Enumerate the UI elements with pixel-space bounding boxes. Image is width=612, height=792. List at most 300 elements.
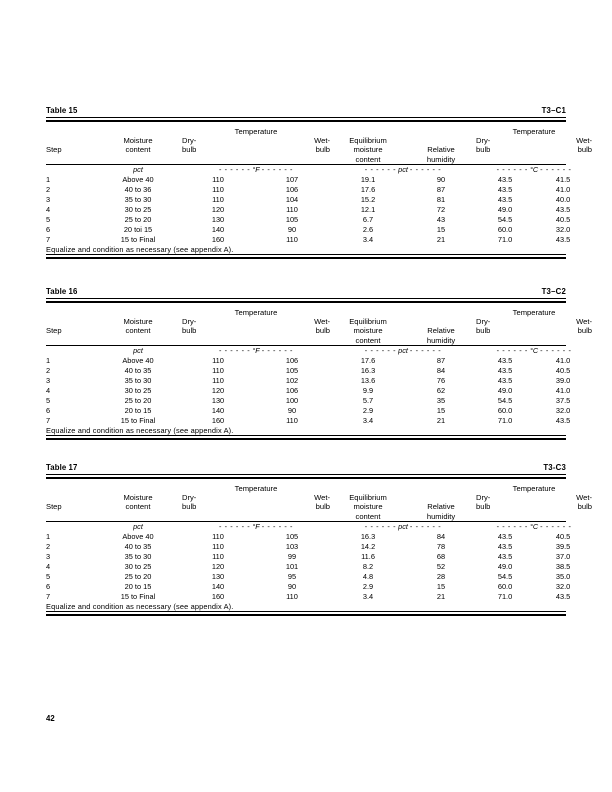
table-header — [46, 479, 592, 522]
cell-relative-humidity: 72 — [436, 204, 446, 214]
cell-dry-bulb-f: 110 — [212, 194, 224, 204]
group-header-row — [46, 308, 592, 317]
units-dash-right-f: - - - - - - — [261, 522, 294, 532]
cell-dry-bulb-c: 43.5 — [497, 531, 513, 541]
cell-relative-humidity: 78 — [436, 541, 446, 551]
cell-dry-bulb-c: 43.5 — [497, 194, 513, 204]
header-db-c-blank — [476, 512, 534, 521]
cell-equilibrium-moisture-content: 17.6 — [360, 355, 376, 365]
cell-equilibrium-moisture-content: 2.9 — [362, 405, 374, 415]
cell-moisture-content: 20 to 15 — [124, 581, 152, 591]
column-header-row-3 — [46, 512, 592, 521]
table-row — [46, 366, 592, 376]
header-step-blank-2 — [46, 336, 94, 345]
cell-moisture-content: 40 to 36 — [124, 184, 152, 194]
cell-relative-humidity: 62 — [436, 385, 446, 395]
units-pct — [330, 165, 476, 174]
header-relative-humidity-line2: humidity — [426, 511, 456, 521]
header-wb-c-blank — [534, 336, 592, 345]
table-footnote: Equalize and condition as necessary (see appendix A). — [46, 244, 234, 254]
cell-equilibrium-moisture-content: 4.8 — [362, 571, 374, 581]
cell-dry-bulb-f: 110 — [212, 184, 224, 194]
units-dash-left-c: - - - - - - — [496, 165, 528, 175]
cell-relative-humidity: 35 — [436, 395, 446, 405]
cell-step: 5 — [46, 571, 51, 581]
cell-relative-humidity: 28 — [436, 571, 446, 581]
header-emc-line3: content — [355, 154, 381, 164]
cell-dry-bulb-f: 130 — [211, 395, 225, 405]
cell-wet-bulb-c: 41.0 — [555, 355, 571, 365]
cell-equilibrium-moisture-content: 16.3 — [360, 365, 376, 375]
units-dash-right-f: - - - - - - — [261, 165, 294, 175]
cell-dry-bulb-f: 110 — [212, 531, 224, 541]
cell-wet-bulb-c: 40.5 — [555, 531, 571, 541]
column-header-row-1 — [46, 136, 592, 145]
units-dash-right-f: - - - - - - — [261, 346, 294, 356]
cell-dry-bulb-c: 43.5 — [497, 355, 513, 365]
cell-moisture-content: 40 to 35 — [124, 365, 152, 375]
cell-wet-bulb-c: 40.0 — [555, 194, 571, 204]
header-wet-bulb-f-line1: Wet- — [314, 316, 330, 326]
cell-equilibrium-moisture-content: 3.4 — [362, 415, 374, 425]
header-step-blank-2 — [46, 155, 94, 164]
cell-moisture-content: 30 to 25 — [124, 204, 152, 214]
cell-step: 1 — [46, 531, 51, 541]
cell-dry-bulb-c: 43.5 — [497, 541, 513, 551]
header-db-c-blank — [476, 155, 534, 164]
table-block-15 — [46, 106, 592, 259]
group-header-temperature-f: Temperature — [234, 126, 278, 136]
cell-step: 7 — [46, 591, 51, 601]
header-relative-humidity-line1: Relative — [427, 326, 455, 336]
cell-equilibrium-moisture-content: 11.6 — [361, 551, 375, 561]
cell-wet-bulb-f: 99 — [287, 551, 297, 561]
header-dry-bulb-c-line1: Dry- — [476, 316, 491, 326]
header-mc-blank — [94, 512, 182, 521]
units-dash-left-f: - - - - - - — [218, 165, 251, 175]
units-row — [46, 165, 592, 174]
cell-wet-bulb-f: 103 — [285, 541, 299, 551]
units-label-fahrenheit: °F — [252, 346, 260, 356]
header-relative-humidity-line2: humidity — [426, 154, 456, 164]
table-block-17 — [46, 463, 592, 616]
cell-moisture-content: Above 40 — [122, 531, 154, 541]
table-caption-row — [46, 463, 566, 474]
cell-moisture-content: 15 to Final — [120, 415, 156, 425]
cell-wet-bulb-c: 38.5 — [555, 561, 571, 571]
cell-dry-bulb-c: 43.5 — [497, 174, 513, 184]
header-emc-line2: moisture — [353, 326, 383, 336]
header-dry-bulb-f-line1: Dry- — [182, 135, 197, 145]
cell-relative-humidity: 21 — [436, 415, 446, 425]
units-celsius — [476, 165, 592, 174]
cell-equilibrium-moisture-content: 2.9 — [362, 581, 374, 591]
units-row — [46, 522, 592, 531]
header-relative-humidity-line2: humidity — [426, 335, 456, 345]
cell-step: 7 — [46, 234, 51, 244]
table-row — [46, 416, 592, 426]
cell-wet-bulb-f: 90 — [287, 581, 297, 591]
header-moisture-content-line2: content — [125, 502, 151, 512]
units-dash-right-pct: - - - - - - — [409, 165, 442, 175]
cell-dry-bulb-f: 130 — [211, 571, 225, 581]
header-dry-bulb-c-line2: bulb — [476, 326, 491, 336]
cell-equilibrium-moisture-content: 13.6 — [360, 375, 376, 385]
rule-bottom-thick — [46, 614, 566, 616]
cell-dry-bulb-f: 110 — [212, 174, 224, 184]
header-dry-bulb-f-line2: bulb — [182, 145, 197, 155]
header-wet-bulb-c-line2: bulb — [577, 502, 592, 512]
header-moisture-content-line2: content — [125, 145, 151, 155]
cell-wet-bulb-c: 32.0 — [555, 405, 571, 415]
header-wet-bulb-f-line1: Wet- — [314, 135, 330, 145]
units-moisture-content: pct — [133, 165, 143, 175]
group-blank-rh — [406, 127, 476, 136]
header-rh-blank — [406, 493, 476, 502]
footnote-row — [46, 602, 592, 611]
units-dash-right-c: - - - - - - — [540, 165, 572, 175]
cell-moisture-content: 25 to 20 — [124, 214, 152, 224]
cell-equilibrium-moisture-content: 8.2 — [362, 561, 374, 571]
drying-schedule-table — [46, 303, 592, 346]
cell-step: 5 — [46, 395, 51, 405]
drying-schedule-table — [46, 479, 592, 522]
cell-step: 1 — [46, 174, 51, 184]
cell-step: 6 — [46, 405, 51, 415]
rule-bottom-thick — [46, 438, 566, 440]
cell-equilibrium-moisture-content: 16.3 — [360, 531, 376, 541]
cell-equilibrium-moisture-content: 2.6 — [362, 224, 374, 234]
header-emc-line2: moisture — [353, 145, 383, 155]
units-label-pct: pct — [398, 165, 408, 175]
header-db-c-blank — [476, 336, 534, 345]
drying-schedule-body — [46, 522, 592, 611]
units-pct — [330, 522, 476, 531]
header-wb-f-blank — [254, 336, 330, 345]
header-emc-line1: Equilibrium — [349, 316, 387, 326]
header-relative-humidity-line1: Relative — [427, 145, 455, 155]
cell-moisture-content: 25 to 20 — [124, 571, 152, 581]
cell-step: 6 — [46, 581, 51, 591]
header-dry-bulb-f-line1: Dry- — [182, 316, 197, 326]
table-row — [46, 552, 592, 562]
cell-dry-bulb-c: 49.0 — [497, 561, 513, 571]
header-emc-line2: moisture — [353, 502, 383, 512]
cell-dry-bulb-c: 43.5 — [497, 184, 513, 194]
group-blank-mc — [94, 308, 182, 317]
cell-wet-bulb-c: 41.0 — [555, 385, 571, 395]
table-header — [46, 122, 592, 165]
header-emc-line3: content — [355, 335, 381, 345]
header-dry-bulb-f-line1: Dry- — [182, 492, 197, 502]
cell-moisture-content: 20 to 15 — [124, 405, 152, 415]
cell-wet-bulb-f: 105 — [285, 365, 299, 375]
group-header-temperature-f: Temperature — [234, 307, 278, 317]
table-row — [46, 572, 592, 582]
cell-relative-humidity: 81 — [436, 194, 446, 204]
cell-equilibrium-moisture-content: 12.1 — [360, 204, 376, 214]
header-dry-bulb-c-line1: Dry- — [476, 492, 491, 502]
cell-moisture-content: 35 to 30 — [124, 375, 152, 385]
table-body — [46, 346, 592, 435]
cell-wet-bulb-c: 43.5 — [555, 234, 571, 244]
cell-dry-bulb-f: 160 — [211, 591, 225, 601]
header-emc-line1: Equilibrium — [349, 492, 387, 502]
table-block-16 — [46, 287, 592, 440]
group-blank-step — [46, 308, 94, 317]
cell-wet-bulb-f: 105 — [285, 531, 299, 541]
table-title: Table 15 — [46, 106, 78, 115]
table-row — [46, 562, 592, 572]
cell-dry-bulb-f: 160 — [211, 234, 225, 244]
table-row — [46, 386, 592, 396]
table-row — [46, 396, 592, 406]
cell-wet-bulb-f: 106 — [285, 184, 299, 194]
cell-wet-bulb-c: 39.5 — [555, 541, 571, 551]
group-blank-mc — [94, 484, 182, 493]
table-code: T3-C3 — [543, 463, 566, 472]
cell-equilibrium-moisture-content: 19.1 — [360, 174, 376, 184]
cell-dry-bulb-f: 140 — [211, 224, 225, 234]
cell-relative-humidity: 52 — [436, 561, 446, 571]
cell-moisture-content: Above 40 — [122, 174, 154, 184]
cell-equilibrium-moisture-content: 5.7 — [362, 395, 374, 405]
units-dash-right-pct: - - - - - - — [409, 346, 442, 356]
cell-moisture-content: Above 40 — [122, 355, 154, 365]
cell-moisture-content: 15 to Final — [120, 234, 156, 244]
header-relative-humidity-line1: Relative — [427, 502, 455, 512]
cell-step: 6 — [46, 224, 51, 234]
units-dash-left-f: - - - - - - — [218, 346, 251, 356]
header-step-blank — [46, 493, 94, 502]
header-step-blank — [46, 317, 94, 326]
cell-moisture-content: 25 to 20 — [124, 395, 152, 405]
header-db-f-blank — [182, 336, 254, 345]
cell-dry-bulb-f: 110 — [212, 375, 224, 385]
header-step-blank — [46, 136, 94, 145]
table-row — [46, 376, 592, 386]
cell-step: 2 — [46, 184, 51, 194]
cell-step: 7 — [46, 415, 51, 425]
cell-relative-humidity: 87 — [436, 184, 446, 194]
cell-wet-bulb-c: 43.5 — [555, 591, 571, 601]
cell-step: 2 — [46, 365, 51, 375]
group-header-temperature-f: Temperature — [234, 483, 278, 493]
units-label-fahrenheit: °F — [252, 165, 260, 175]
units-dash-left-pct: - - - - - - — [364, 522, 397, 532]
cell-dry-bulb-c: 54.5 — [497, 214, 513, 224]
cell-dry-bulb-c: 43.5 — [497, 365, 513, 375]
column-header-row-1 — [46, 317, 592, 326]
group-header-temperature-c: Temperature — [512, 483, 556, 493]
units-fahrenheit — [182, 522, 330, 531]
column-header-row-2 — [46, 145, 592, 154]
cell-dry-bulb-c: 49.0 — [497, 385, 513, 395]
cell-dry-bulb-f: 120 — [211, 204, 225, 214]
cell-wet-bulb-f: 110 — [286, 204, 298, 214]
units-row — [46, 346, 592, 355]
cell-relative-humidity: 84 — [436, 531, 446, 541]
units-label-pct: pct — [398, 346, 408, 356]
cell-relative-humidity: 15 — [436, 581, 446, 591]
table-title: Table 16 — [46, 287, 78, 296]
cell-equilibrium-moisture-content: 9.9 — [362, 385, 374, 395]
group-blank-mc — [94, 127, 182, 136]
table-caption-row — [46, 106, 566, 117]
table-code: T3–C2 — [541, 287, 566, 296]
cell-dry-bulb-f: 110 — [212, 355, 224, 365]
table-row — [46, 592, 592, 602]
cell-wet-bulb-c: 37.5 — [555, 395, 571, 405]
table-code: T3–C1 — [541, 106, 566, 115]
header-step: Step — [46, 326, 62, 336]
cell-equilibrium-moisture-content: 3.4 — [362, 591, 374, 601]
cell-dry-bulb-f: 110 — [212, 541, 224, 551]
header-wb-f-blank — [254, 155, 330, 164]
header-dry-bulb-f-line2: bulb — [182, 326, 197, 336]
cell-wet-bulb-c: 40.5 — [555, 214, 571, 224]
cell-dry-bulb-f: 110 — [212, 365, 224, 375]
cell-moisture-content: 35 to 30 — [124, 551, 152, 561]
header-wet-bulb-c-line2: bulb — [577, 326, 592, 336]
header-wb-f-blank — [254, 512, 330, 521]
cell-wet-bulb-c: 32.0 — [555, 581, 571, 591]
cell-dry-bulb-c: 43.5 — [497, 551, 513, 561]
group-blank-step — [46, 127, 94, 136]
cell-wet-bulb-c: 41.5 — [555, 174, 571, 184]
units-step-blank — [46, 522, 94, 531]
units-moisture-content: pct — [133, 522, 143, 532]
cell-step: 3 — [46, 551, 51, 561]
table-row — [46, 185, 592, 195]
units-step-blank — [46, 165, 94, 174]
page-number: 42 — [46, 714, 55, 723]
table-row — [46, 175, 592, 185]
cell-step: 3 — [46, 375, 51, 385]
header-step: Step — [46, 502, 62, 512]
cell-relative-humidity: 43 — [436, 214, 446, 224]
cell-wet-bulb-c: 39.0 — [555, 375, 571, 385]
units-fahrenheit — [182, 346, 330, 355]
cell-wet-bulb-f: 101 — [285, 561, 299, 571]
header-moisture-content-line1: Moisture — [123, 135, 153, 145]
cell-dry-bulb-c: 43.5 — [497, 375, 513, 385]
header-wet-bulb-c-line1: Wet- — [576, 135, 592, 145]
cell-dry-bulb-f: 130 — [211, 214, 225, 224]
cell-dry-bulb-f: 120 — [211, 561, 225, 571]
cell-dry-bulb-c: 60.0 — [497, 405, 513, 415]
cell-relative-humidity: 84 — [436, 365, 446, 375]
drying-schedule-body — [46, 165, 592, 254]
cell-dry-bulb-f: 140 — [211, 405, 225, 415]
table-row — [46, 532, 592, 542]
header-moisture-content-line1: Moisture — [123, 316, 153, 326]
units-label-celsius: °C — [529, 346, 539, 356]
header-mc-blank — [94, 155, 182, 164]
cell-moisture-content: 40 to 35 — [124, 541, 152, 551]
footnote-row — [46, 426, 592, 435]
cell-equilibrium-moisture-content: 6.7 — [362, 214, 374, 224]
table-row — [46, 356, 592, 366]
cell-relative-humidity: 21 — [436, 591, 446, 601]
cell-step: 4 — [46, 385, 51, 395]
header-emc-line3: content — [355, 511, 381, 521]
cell-wet-bulb-f: 110 — [286, 415, 298, 425]
units-dash-left-f: - - - - - - — [218, 522, 251, 532]
cell-dry-bulb-f: 110 — [212, 551, 224, 561]
units-dash-right-c: - - - - - - — [540, 346, 572, 356]
column-header-row-2 — [46, 326, 592, 335]
header-dry-bulb-f-line2: bulb — [182, 502, 197, 512]
header-db-f-blank — [182, 512, 254, 521]
cell-dry-bulb-c: 54.5 — [497, 571, 513, 581]
cell-wet-bulb-c: 37.0 — [555, 551, 571, 561]
cell-wet-bulb-c: 43.5 — [555, 204, 571, 214]
cell-relative-humidity: 21 — [436, 234, 446, 244]
table-row — [46, 235, 592, 245]
cell-equilibrium-moisture-content: 3.4 — [362, 234, 374, 244]
table-row — [46, 195, 592, 205]
header-wet-bulb-f-line2: bulb — [315, 502, 330, 512]
header-wet-bulb-c-line2: bulb — [577, 145, 592, 155]
header-wb-c-blank — [534, 512, 592, 521]
units-celsius — [476, 346, 592, 355]
cell-relative-humidity: 90 — [436, 174, 446, 184]
units-dash-right-c: - - - - - - — [540, 522, 572, 532]
cell-step: 4 — [46, 561, 51, 571]
column-header-row-3 — [46, 336, 592, 345]
cell-wet-bulb-f: 90 — [287, 405, 297, 415]
cell-wet-bulb-f: 100 — [285, 395, 299, 405]
cell-dry-bulb-f: 160 — [211, 415, 225, 425]
cell-wet-bulb-f: 90 — [287, 224, 297, 234]
cell-dry-bulb-c: 49.0 — [497, 204, 513, 214]
cell-dry-bulb-f: 120 — [211, 385, 225, 395]
cell-wet-bulb-f: 102 — [285, 375, 299, 385]
header-wet-bulb-f-line1: Wet- — [314, 492, 330, 502]
group-header-row — [46, 484, 592, 493]
cell-step: 4 — [46, 204, 51, 214]
units-dash-left-c: - - - - - - — [496, 522, 528, 532]
rule-bottom-thick — [46, 257, 566, 259]
header-wet-bulb-f-line2: bulb — [315, 326, 330, 336]
units-step-blank — [46, 346, 94, 355]
table-row — [46, 582, 592, 592]
cell-wet-bulb-c: 35.0 — [555, 571, 571, 581]
table-row — [46, 406, 592, 416]
drying-schedule-table — [46, 122, 592, 165]
header-rh-blank — [406, 317, 476, 326]
header-step: Step — [46, 145, 62, 155]
header-wet-bulb-c-line1: Wet- — [576, 492, 592, 502]
header-step-blank-2 — [46, 512, 94, 521]
cell-step: 1 — [46, 355, 51, 365]
header-wet-bulb-f-line2: bulb — [315, 145, 330, 155]
group-blank-step — [46, 484, 94, 493]
cell-wet-bulb-f: 106 — [285, 385, 299, 395]
cell-moisture-content: 20 toi 15 — [123, 224, 153, 234]
cell-wet-bulb-c: 40.5 — [555, 365, 571, 375]
units-dash-left-pct: - - - - - - — [364, 165, 397, 175]
table-body — [46, 165, 592, 254]
table-row — [46, 205, 592, 215]
cell-step: 3 — [46, 194, 51, 204]
units-dash-right-pct: - - - - - - — [409, 522, 442, 532]
cell-wet-bulb-f: 106 — [285, 355, 299, 365]
group-blank-emc — [330, 484, 406, 493]
units-fahrenheit — [182, 165, 330, 174]
table-row — [46, 225, 592, 235]
